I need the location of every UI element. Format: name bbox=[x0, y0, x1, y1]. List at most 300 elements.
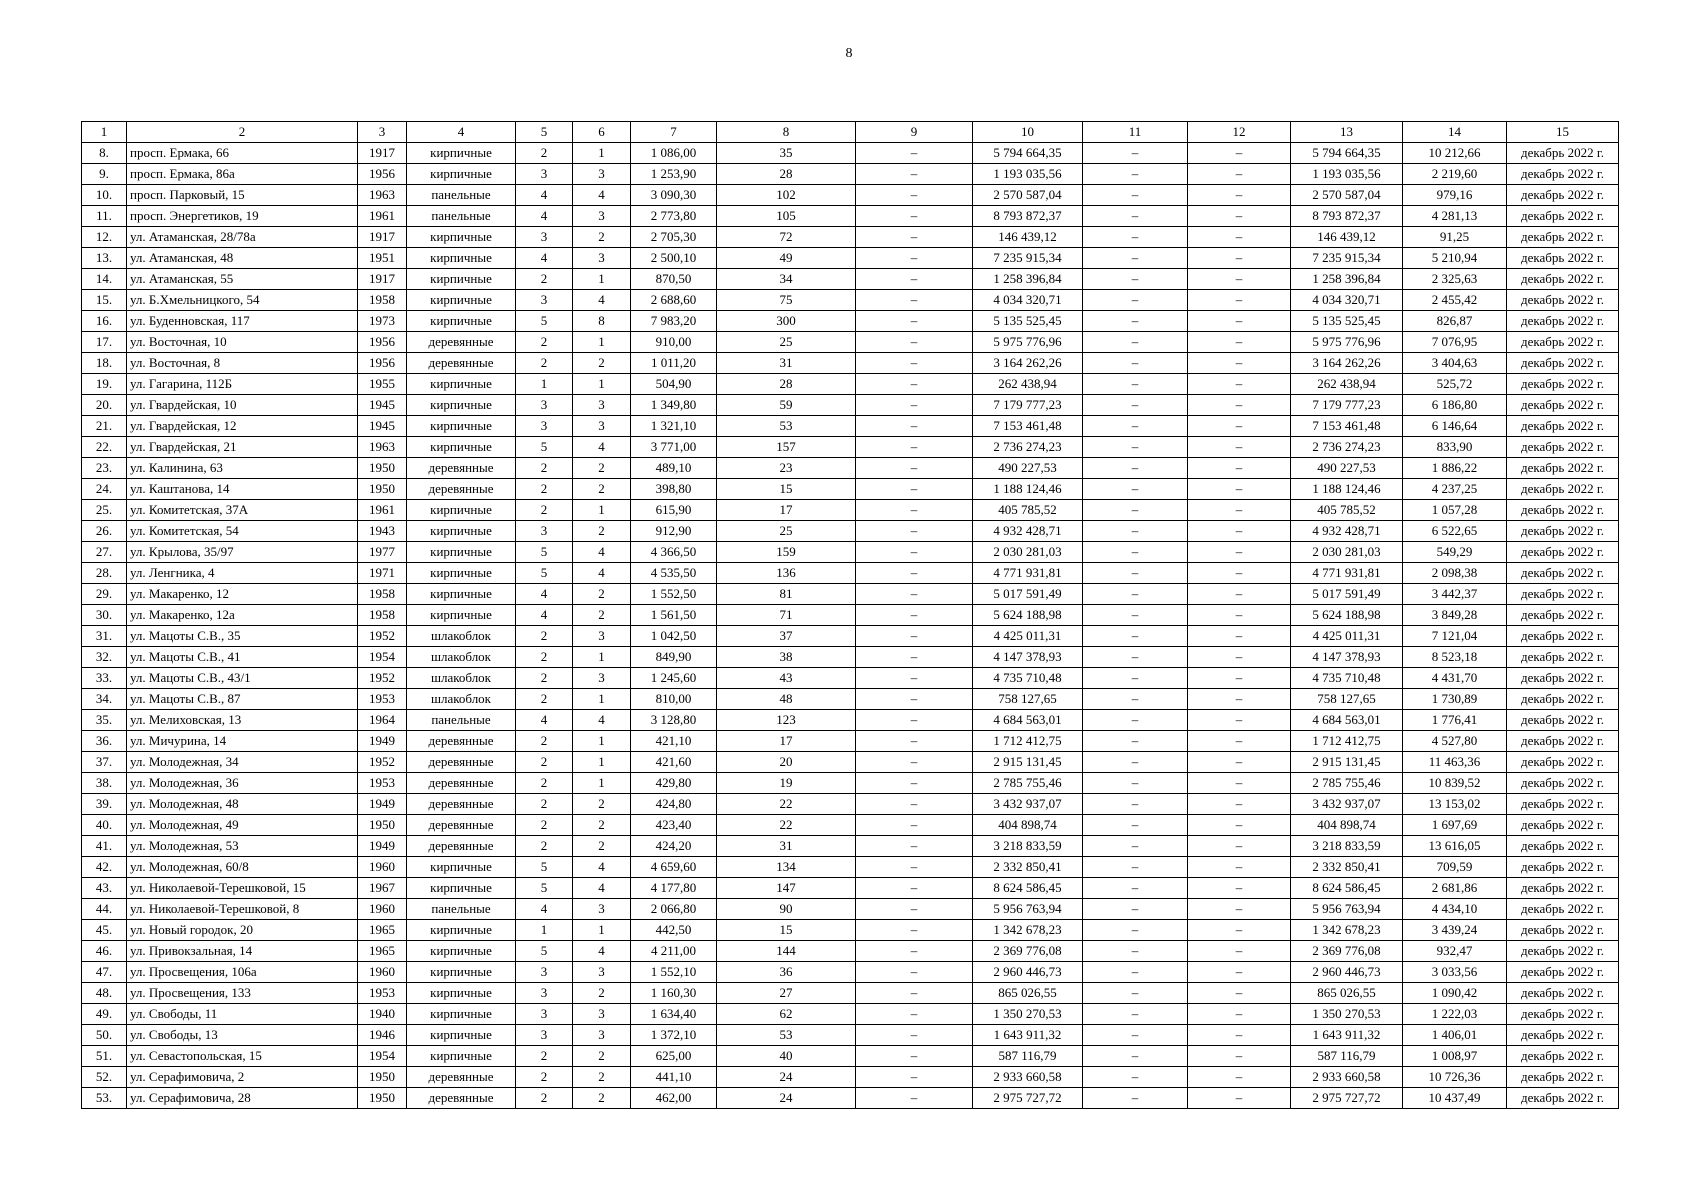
table-row bbox=[82, 857, 1619, 878]
cost-13-cell: 4 771 931,81 bbox=[1291, 563, 1403, 584]
row-number-cell: 12. bbox=[82, 227, 127, 248]
cost-13-cell: 1 188 124,46 bbox=[1291, 479, 1403, 500]
year-built-cell: 1963 bbox=[358, 185, 407, 206]
cost-13-cell: 3 432 937,07 bbox=[1291, 794, 1403, 815]
cost-total-cell: 262 438,94 bbox=[973, 374, 1083, 395]
cost-total-cell: 1 342 678,23 bbox=[973, 920, 1083, 941]
year-built-cell: 1954 bbox=[358, 647, 407, 668]
address-cell: ул. Молодежная, 48 bbox=[127, 794, 358, 815]
deadline-cell: декабрь 2022 г. bbox=[1507, 878, 1619, 899]
cost-13-cell: 5 017 591,49 bbox=[1291, 584, 1403, 605]
floors-cell: 5 bbox=[516, 563, 573, 584]
cost-per-unit-cell: 1 730,89 bbox=[1403, 689, 1507, 710]
residents-cell: 25 bbox=[717, 521, 856, 542]
table-row bbox=[82, 248, 1619, 269]
cost-13-cell: 1 643 911,32 bbox=[1291, 1025, 1403, 1046]
address-cell: ул. Макаренко, 12а bbox=[127, 605, 358, 626]
col-9-cell: – bbox=[856, 143, 973, 164]
col-12-cell: – bbox=[1188, 1025, 1291, 1046]
entrances-cell: 1 bbox=[573, 269, 631, 290]
year-built-cell: 1964 bbox=[358, 710, 407, 731]
col-9-cell: – bbox=[856, 227, 973, 248]
address-cell: ул. Свободы, 11 bbox=[127, 1004, 358, 1025]
cost-13-cell: 2 960 446,73 bbox=[1291, 962, 1403, 983]
cost-per-unit-cell: 2 325,63 bbox=[1403, 269, 1507, 290]
entrances-cell: 1 bbox=[573, 920, 631, 941]
col-11-cell: – bbox=[1083, 899, 1188, 920]
deadline-cell: декабрь 2022 г. bbox=[1507, 752, 1619, 773]
wall-material-cell: кирпичные bbox=[407, 962, 516, 983]
cost-13-cell: 2 332 850,41 bbox=[1291, 857, 1403, 878]
residents-cell: 25 bbox=[717, 332, 856, 353]
year-built-cell: 1958 bbox=[358, 605, 407, 626]
col-11-cell: – bbox=[1083, 794, 1188, 815]
year-built-cell: 1965 bbox=[358, 941, 407, 962]
cost-total-cell: 7 153 461,48 bbox=[973, 416, 1083, 437]
year-built-cell: 1960 bbox=[358, 899, 407, 920]
address-cell: ул. Свободы, 13 bbox=[127, 1025, 358, 1046]
wall-material-cell: панельные bbox=[407, 206, 516, 227]
year-built-cell: 1951 bbox=[358, 248, 407, 269]
col-9-cell: – bbox=[856, 773, 973, 794]
table-row bbox=[82, 605, 1619, 626]
address-cell: ул. Просвещения, 133 bbox=[127, 983, 358, 1004]
table-row bbox=[82, 920, 1619, 941]
cost-per-unit-cell: 6 146,64 bbox=[1403, 416, 1507, 437]
col-12-cell: – bbox=[1188, 983, 1291, 1004]
deadline-cell: декабрь 2022 г. bbox=[1507, 605, 1619, 626]
area-cell: 1 349,80 bbox=[631, 395, 717, 416]
cost-13-cell: 4 147 378,93 bbox=[1291, 647, 1403, 668]
cost-13-cell: 2 570 587,04 bbox=[1291, 185, 1403, 206]
cost-total-cell: 2 960 446,73 bbox=[973, 962, 1083, 983]
wall-material-cell: кирпичные bbox=[407, 584, 516, 605]
wall-material-cell: деревянные bbox=[407, 752, 516, 773]
deadline-cell: декабрь 2022 г. bbox=[1507, 353, 1619, 374]
entrances-cell: 4 bbox=[573, 563, 631, 584]
address-cell: ул. Атаманская, 48 bbox=[127, 248, 358, 269]
col-11-cell: – bbox=[1083, 605, 1188, 626]
row-number-cell: 28. bbox=[82, 563, 127, 584]
col-12-cell: – bbox=[1188, 269, 1291, 290]
entrances-cell: 2 bbox=[573, 605, 631, 626]
col-11-cell: – bbox=[1083, 878, 1188, 899]
cost-13-cell: 8 793 872,37 bbox=[1291, 206, 1403, 227]
row-number-cell: 33. bbox=[82, 668, 127, 689]
address-cell: ул. Молодежная, 36 bbox=[127, 773, 358, 794]
col-9-cell: – bbox=[856, 479, 973, 500]
year-built-cell: 1953 bbox=[358, 773, 407, 794]
deadline-cell: декабрь 2022 г. bbox=[1507, 710, 1619, 731]
col-11-cell: – bbox=[1083, 374, 1188, 395]
floors-cell: 2 bbox=[516, 731, 573, 752]
year-built-cell: 1949 bbox=[358, 731, 407, 752]
col-12-cell: – bbox=[1188, 794, 1291, 815]
table-row bbox=[82, 311, 1619, 332]
col-12-cell: – bbox=[1188, 941, 1291, 962]
col-12-cell: – bbox=[1188, 878, 1291, 899]
entrances-cell: 4 bbox=[573, 185, 631, 206]
col-12-cell: – bbox=[1188, 920, 1291, 941]
cost-per-unit-cell: 3 849,28 bbox=[1403, 605, 1507, 626]
entrances-cell: 1 bbox=[573, 500, 631, 521]
cost-per-unit-cell: 7 121,04 bbox=[1403, 626, 1507, 647]
col-12-cell: – bbox=[1188, 437, 1291, 458]
cost-total-cell: 1 643 911,32 bbox=[973, 1025, 1083, 1046]
floors-cell: 3 bbox=[516, 164, 573, 185]
cost-total-cell: 8 793 872,37 bbox=[973, 206, 1083, 227]
row-number-cell: 30. bbox=[82, 605, 127, 626]
column-header-10: 10 bbox=[973, 122, 1083, 143]
entrances-cell: 4 bbox=[573, 941, 631, 962]
col-12-cell: – bbox=[1188, 206, 1291, 227]
cost-total-cell: 5 975 776,96 bbox=[973, 332, 1083, 353]
wall-material-cell: деревянные bbox=[407, 1088, 516, 1109]
table-row bbox=[82, 584, 1619, 605]
deadline-cell: декабрь 2022 г. bbox=[1507, 1088, 1619, 1109]
floors-cell: 4 bbox=[516, 185, 573, 206]
deadline-cell: декабрь 2022 г. bbox=[1507, 416, 1619, 437]
entrances-cell: 4 bbox=[573, 878, 631, 899]
area-cell: 4 177,80 bbox=[631, 878, 717, 899]
col-12-cell: – bbox=[1188, 584, 1291, 605]
cost-total-cell: 4 147 378,93 bbox=[973, 647, 1083, 668]
col-9-cell: – bbox=[856, 920, 973, 941]
cost-total-cell: 5 956 763,94 bbox=[973, 899, 1083, 920]
col-9-cell: – bbox=[856, 1046, 973, 1067]
residents-cell: 75 bbox=[717, 290, 856, 311]
floors-cell: 3 bbox=[516, 1004, 573, 1025]
residents-cell: 36 bbox=[717, 962, 856, 983]
year-built-cell: 1945 bbox=[358, 395, 407, 416]
col-12-cell: – bbox=[1188, 185, 1291, 206]
col-11-cell: – bbox=[1083, 668, 1188, 689]
col-9-cell: – bbox=[856, 290, 973, 311]
col-9-cell: – bbox=[856, 731, 973, 752]
address-cell: ул. Николаевой-Терешковой, 8 bbox=[127, 899, 358, 920]
address-cell: ул. Мацоты С.В., 35 bbox=[127, 626, 358, 647]
entrances-cell: 3 bbox=[573, 1025, 631, 1046]
year-built-cell: 1950 bbox=[358, 479, 407, 500]
col-9-cell: – bbox=[856, 899, 973, 920]
year-built-cell: 1956 bbox=[358, 353, 407, 374]
col-11-cell: – bbox=[1083, 164, 1188, 185]
row-number-cell: 25. bbox=[82, 500, 127, 521]
entrances-cell: 3 bbox=[573, 416, 631, 437]
floors-cell: 2 bbox=[516, 143, 573, 164]
col-9-cell: – bbox=[856, 752, 973, 773]
cost-per-unit-cell: 13 616,05 bbox=[1403, 836, 1507, 857]
wall-material-cell: панельные bbox=[407, 710, 516, 731]
col-12-cell: – bbox=[1188, 605, 1291, 626]
row-number-cell: 38. bbox=[82, 773, 127, 794]
area-cell: 3 771,00 bbox=[631, 437, 717, 458]
table-row bbox=[82, 731, 1619, 752]
area-cell: 1 253,90 bbox=[631, 164, 717, 185]
deadline-cell: декабрь 2022 г. bbox=[1507, 941, 1619, 962]
floors-cell: 3 bbox=[516, 227, 573, 248]
year-built-cell: 1949 bbox=[358, 794, 407, 815]
year-built-cell: 1960 bbox=[358, 857, 407, 878]
residents-cell: 23 bbox=[717, 458, 856, 479]
cost-13-cell: 4 684 563,01 bbox=[1291, 710, 1403, 731]
address-cell: ул. Молодежная, 49 bbox=[127, 815, 358, 836]
cost-13-cell: 4 735 710,48 bbox=[1291, 668, 1403, 689]
cost-total-cell: 8 624 586,45 bbox=[973, 878, 1083, 899]
column-header-1: 1 bbox=[82, 122, 127, 143]
cost-per-unit-cell: 2 455,42 bbox=[1403, 290, 1507, 311]
table-row bbox=[82, 794, 1619, 815]
entrances-cell: 3 bbox=[573, 164, 631, 185]
col-11-cell: – bbox=[1083, 731, 1188, 752]
entrances-cell: 2 bbox=[573, 815, 631, 836]
floors-cell: 5 bbox=[516, 542, 573, 563]
area-cell: 424,80 bbox=[631, 794, 717, 815]
year-built-cell: 1952 bbox=[358, 626, 407, 647]
col-12-cell: – bbox=[1188, 668, 1291, 689]
col-12-cell: – bbox=[1188, 1004, 1291, 1025]
wall-material-cell: кирпичные bbox=[407, 395, 516, 416]
wall-material-cell: кирпичные bbox=[407, 437, 516, 458]
column-header-2: 2 bbox=[127, 122, 358, 143]
col-11-cell: – bbox=[1083, 353, 1188, 374]
table-row bbox=[82, 626, 1619, 647]
col-11-cell: – bbox=[1083, 332, 1188, 353]
residents-cell: 53 bbox=[717, 416, 856, 437]
col-12-cell: – bbox=[1188, 626, 1291, 647]
entrances-cell: 4 bbox=[573, 710, 631, 731]
deadline-cell: декабрь 2022 г. bbox=[1507, 815, 1619, 836]
area-cell: 462,00 bbox=[631, 1088, 717, 1109]
column-header-14: 14 bbox=[1403, 122, 1507, 143]
table-row bbox=[82, 290, 1619, 311]
year-built-cell: 1956 bbox=[358, 332, 407, 353]
deadline-cell: декабрь 2022 г. bbox=[1507, 542, 1619, 563]
residents-cell: 19 bbox=[717, 773, 856, 794]
year-built-cell: 1954 bbox=[358, 1046, 407, 1067]
table-row bbox=[82, 227, 1619, 248]
cost-13-cell: 5 975 776,96 bbox=[1291, 332, 1403, 353]
year-built-cell: 1917 bbox=[358, 227, 407, 248]
cost-total-cell: 4 735 710,48 bbox=[973, 668, 1083, 689]
row-number-cell: 37. bbox=[82, 752, 127, 773]
floors-cell: 2 bbox=[516, 479, 573, 500]
table-row bbox=[82, 479, 1619, 500]
cost-per-unit-cell: 549,29 bbox=[1403, 542, 1507, 563]
area-cell: 4 366,50 bbox=[631, 542, 717, 563]
col-12-cell: – bbox=[1188, 563, 1291, 584]
entrances-cell: 2 bbox=[573, 794, 631, 815]
floors-cell: 4 bbox=[516, 584, 573, 605]
wall-material-cell: кирпичные bbox=[407, 521, 516, 542]
deadline-cell: декабрь 2022 г. bbox=[1507, 647, 1619, 668]
table-body bbox=[82, 143, 1619, 1109]
col-9-cell: – bbox=[856, 962, 973, 983]
col-11-cell: – bbox=[1083, 458, 1188, 479]
cost-13-cell: 5 794 664,35 bbox=[1291, 143, 1403, 164]
cost-per-unit-cell: 1 090,42 bbox=[1403, 983, 1507, 1004]
residents-cell: 105 bbox=[717, 206, 856, 227]
entrances-cell: 8 bbox=[573, 311, 631, 332]
col-11-cell: – bbox=[1083, 920, 1188, 941]
residents-cell: 59 bbox=[717, 395, 856, 416]
deadline-cell: декабрь 2022 г. bbox=[1507, 458, 1619, 479]
area-cell: 4 211,00 bbox=[631, 941, 717, 962]
deadline-cell: декабрь 2022 г. bbox=[1507, 479, 1619, 500]
year-built-cell: 1945 bbox=[358, 416, 407, 437]
col-9-cell: – bbox=[856, 794, 973, 815]
wall-material-cell: деревянные bbox=[407, 458, 516, 479]
cost-total-cell: 7 179 777,23 bbox=[973, 395, 1083, 416]
row-number-cell: 50. bbox=[82, 1025, 127, 1046]
cost-total-cell: 3 218 833,59 bbox=[973, 836, 1083, 857]
table-row bbox=[82, 458, 1619, 479]
col-12-cell: – bbox=[1188, 374, 1291, 395]
residents-cell: 102 bbox=[717, 185, 856, 206]
wall-material-cell: деревянные bbox=[407, 773, 516, 794]
deadline-cell: декабрь 2022 г. bbox=[1507, 584, 1619, 605]
area-cell: 625,00 bbox=[631, 1046, 717, 1067]
wall-material-cell: шлакоблок bbox=[407, 689, 516, 710]
area-cell: 442,50 bbox=[631, 920, 717, 941]
cost-total-cell: 1 193 035,56 bbox=[973, 164, 1083, 185]
row-number-cell: 44. bbox=[82, 899, 127, 920]
address-cell: ул. Комитетская, 54 bbox=[127, 521, 358, 542]
cost-total-cell: 1 712 412,75 bbox=[973, 731, 1083, 752]
floors-cell: 3 bbox=[516, 395, 573, 416]
column-header-13: 13 bbox=[1291, 122, 1403, 143]
wall-material-cell: деревянные bbox=[407, 479, 516, 500]
year-built-cell: 1950 bbox=[358, 1088, 407, 1109]
residents-cell: 15 bbox=[717, 479, 856, 500]
residents-cell: 22 bbox=[717, 794, 856, 815]
address-cell: ул. Мацоты С.В., 87 bbox=[127, 689, 358, 710]
deadline-cell: декабрь 2022 г. bbox=[1507, 899, 1619, 920]
cost-13-cell: 2 785 755,46 bbox=[1291, 773, 1403, 794]
row-number-cell: 31. bbox=[82, 626, 127, 647]
floors-cell: 2 bbox=[516, 815, 573, 836]
column-number-row bbox=[82, 122, 1619, 143]
row-number-cell: 39. bbox=[82, 794, 127, 815]
col-11-cell: – bbox=[1083, 395, 1188, 416]
wall-material-cell: деревянные bbox=[407, 353, 516, 374]
cost-per-unit-cell: 3 033,56 bbox=[1403, 962, 1507, 983]
wall-material-cell: кирпичные bbox=[407, 983, 516, 1004]
col-11-cell: – bbox=[1083, 227, 1188, 248]
col-9-cell: – bbox=[856, 710, 973, 731]
cost-per-unit-cell: 91,25 bbox=[1403, 227, 1507, 248]
floors-cell: 4 bbox=[516, 710, 573, 731]
row-number-cell: 51. bbox=[82, 1046, 127, 1067]
cost-total-cell: 2 785 755,46 bbox=[973, 773, 1083, 794]
wall-material-cell: кирпичные bbox=[407, 374, 516, 395]
col-11-cell: – bbox=[1083, 143, 1188, 164]
col-11-cell: – bbox=[1083, 269, 1188, 290]
floors-cell: 1 bbox=[516, 920, 573, 941]
cost-per-unit-cell: 4 237,25 bbox=[1403, 479, 1507, 500]
address-cell: ул. Восточная, 10 bbox=[127, 332, 358, 353]
deadline-cell: декабрь 2022 г. bbox=[1507, 1004, 1619, 1025]
deadline-cell: декабрь 2022 г. bbox=[1507, 332, 1619, 353]
cost-13-cell: 404 898,74 bbox=[1291, 815, 1403, 836]
floors-cell: 2 bbox=[516, 1067, 573, 1088]
entrances-cell: 3 bbox=[573, 899, 631, 920]
table-row bbox=[82, 374, 1619, 395]
entrances-cell: 2 bbox=[573, 479, 631, 500]
cost-total-cell: 2 975 727,72 bbox=[973, 1088, 1083, 1109]
cost-per-unit-cell: 2 219,60 bbox=[1403, 164, 1507, 185]
entrances-cell: 3 bbox=[573, 206, 631, 227]
row-number-cell: 8. bbox=[82, 143, 127, 164]
table-row bbox=[82, 1067, 1619, 1088]
table-row bbox=[82, 836, 1619, 857]
cost-total-cell: 587 116,79 bbox=[973, 1046, 1083, 1067]
column-header-3: 3 bbox=[358, 122, 407, 143]
row-number-cell: 20. bbox=[82, 395, 127, 416]
table-row bbox=[82, 941, 1619, 962]
row-number-cell: 26. bbox=[82, 521, 127, 542]
col-12-cell: – bbox=[1188, 731, 1291, 752]
address-cell: ул. Молодежная, 53 bbox=[127, 836, 358, 857]
table-row bbox=[82, 416, 1619, 437]
col-9-cell: – bbox=[856, 248, 973, 269]
address-cell: ул. Ленгника, 4 bbox=[127, 563, 358, 584]
area-cell: 1 011,20 bbox=[631, 353, 717, 374]
col-11-cell: – bbox=[1083, 542, 1188, 563]
entrances-cell: 3 bbox=[573, 962, 631, 983]
cost-13-cell: 2 736 274,23 bbox=[1291, 437, 1403, 458]
cost-13-cell: 2 915 131,45 bbox=[1291, 752, 1403, 773]
residents-cell: 17 bbox=[717, 500, 856, 521]
table-row bbox=[82, 185, 1619, 206]
area-cell: 489,10 bbox=[631, 458, 717, 479]
entrances-cell: 4 bbox=[573, 437, 631, 458]
deadline-cell: декабрь 2022 г. bbox=[1507, 857, 1619, 878]
cost-total-cell: 405 785,52 bbox=[973, 500, 1083, 521]
column-header-8: 8 bbox=[717, 122, 856, 143]
residents-cell: 48 bbox=[717, 689, 856, 710]
col-12-cell: – bbox=[1188, 815, 1291, 836]
wall-material-cell: деревянные bbox=[407, 836, 516, 857]
address-cell: ул. Мацоты С.В., 43/1 bbox=[127, 668, 358, 689]
address-cell: ул. Мелиховская, 13 bbox=[127, 710, 358, 731]
address-cell: просп. Ермака, 86а bbox=[127, 164, 358, 185]
wall-material-cell: кирпичные bbox=[407, 290, 516, 311]
col-9-cell: – bbox=[856, 353, 973, 374]
wall-material-cell: кирпичные bbox=[407, 542, 516, 563]
col-11-cell: – bbox=[1083, 752, 1188, 773]
col-9-cell: – bbox=[856, 1088, 973, 1109]
col-12-cell: – bbox=[1188, 500, 1291, 521]
table-row bbox=[82, 332, 1619, 353]
table-row bbox=[82, 983, 1619, 1004]
entrances-cell: 1 bbox=[573, 731, 631, 752]
col-12-cell: – bbox=[1188, 689, 1291, 710]
col-11-cell: – bbox=[1083, 857, 1188, 878]
floors-cell: 1 bbox=[516, 374, 573, 395]
cost-total-cell: 2 570 587,04 bbox=[973, 185, 1083, 206]
floors-cell: 5 bbox=[516, 941, 573, 962]
cost-total-cell: 2 332 850,41 bbox=[973, 857, 1083, 878]
cost-13-cell: 262 438,94 bbox=[1291, 374, 1403, 395]
year-built-cell: 1961 bbox=[358, 206, 407, 227]
deadline-cell: декабрь 2022 г. bbox=[1507, 248, 1619, 269]
cost-total-cell: 404 898,74 bbox=[973, 815, 1083, 836]
area-cell: 7 983,20 bbox=[631, 311, 717, 332]
residents-cell: 157 bbox=[717, 437, 856, 458]
area-cell: 2 688,60 bbox=[631, 290, 717, 311]
area-cell: 4 659,60 bbox=[631, 857, 717, 878]
